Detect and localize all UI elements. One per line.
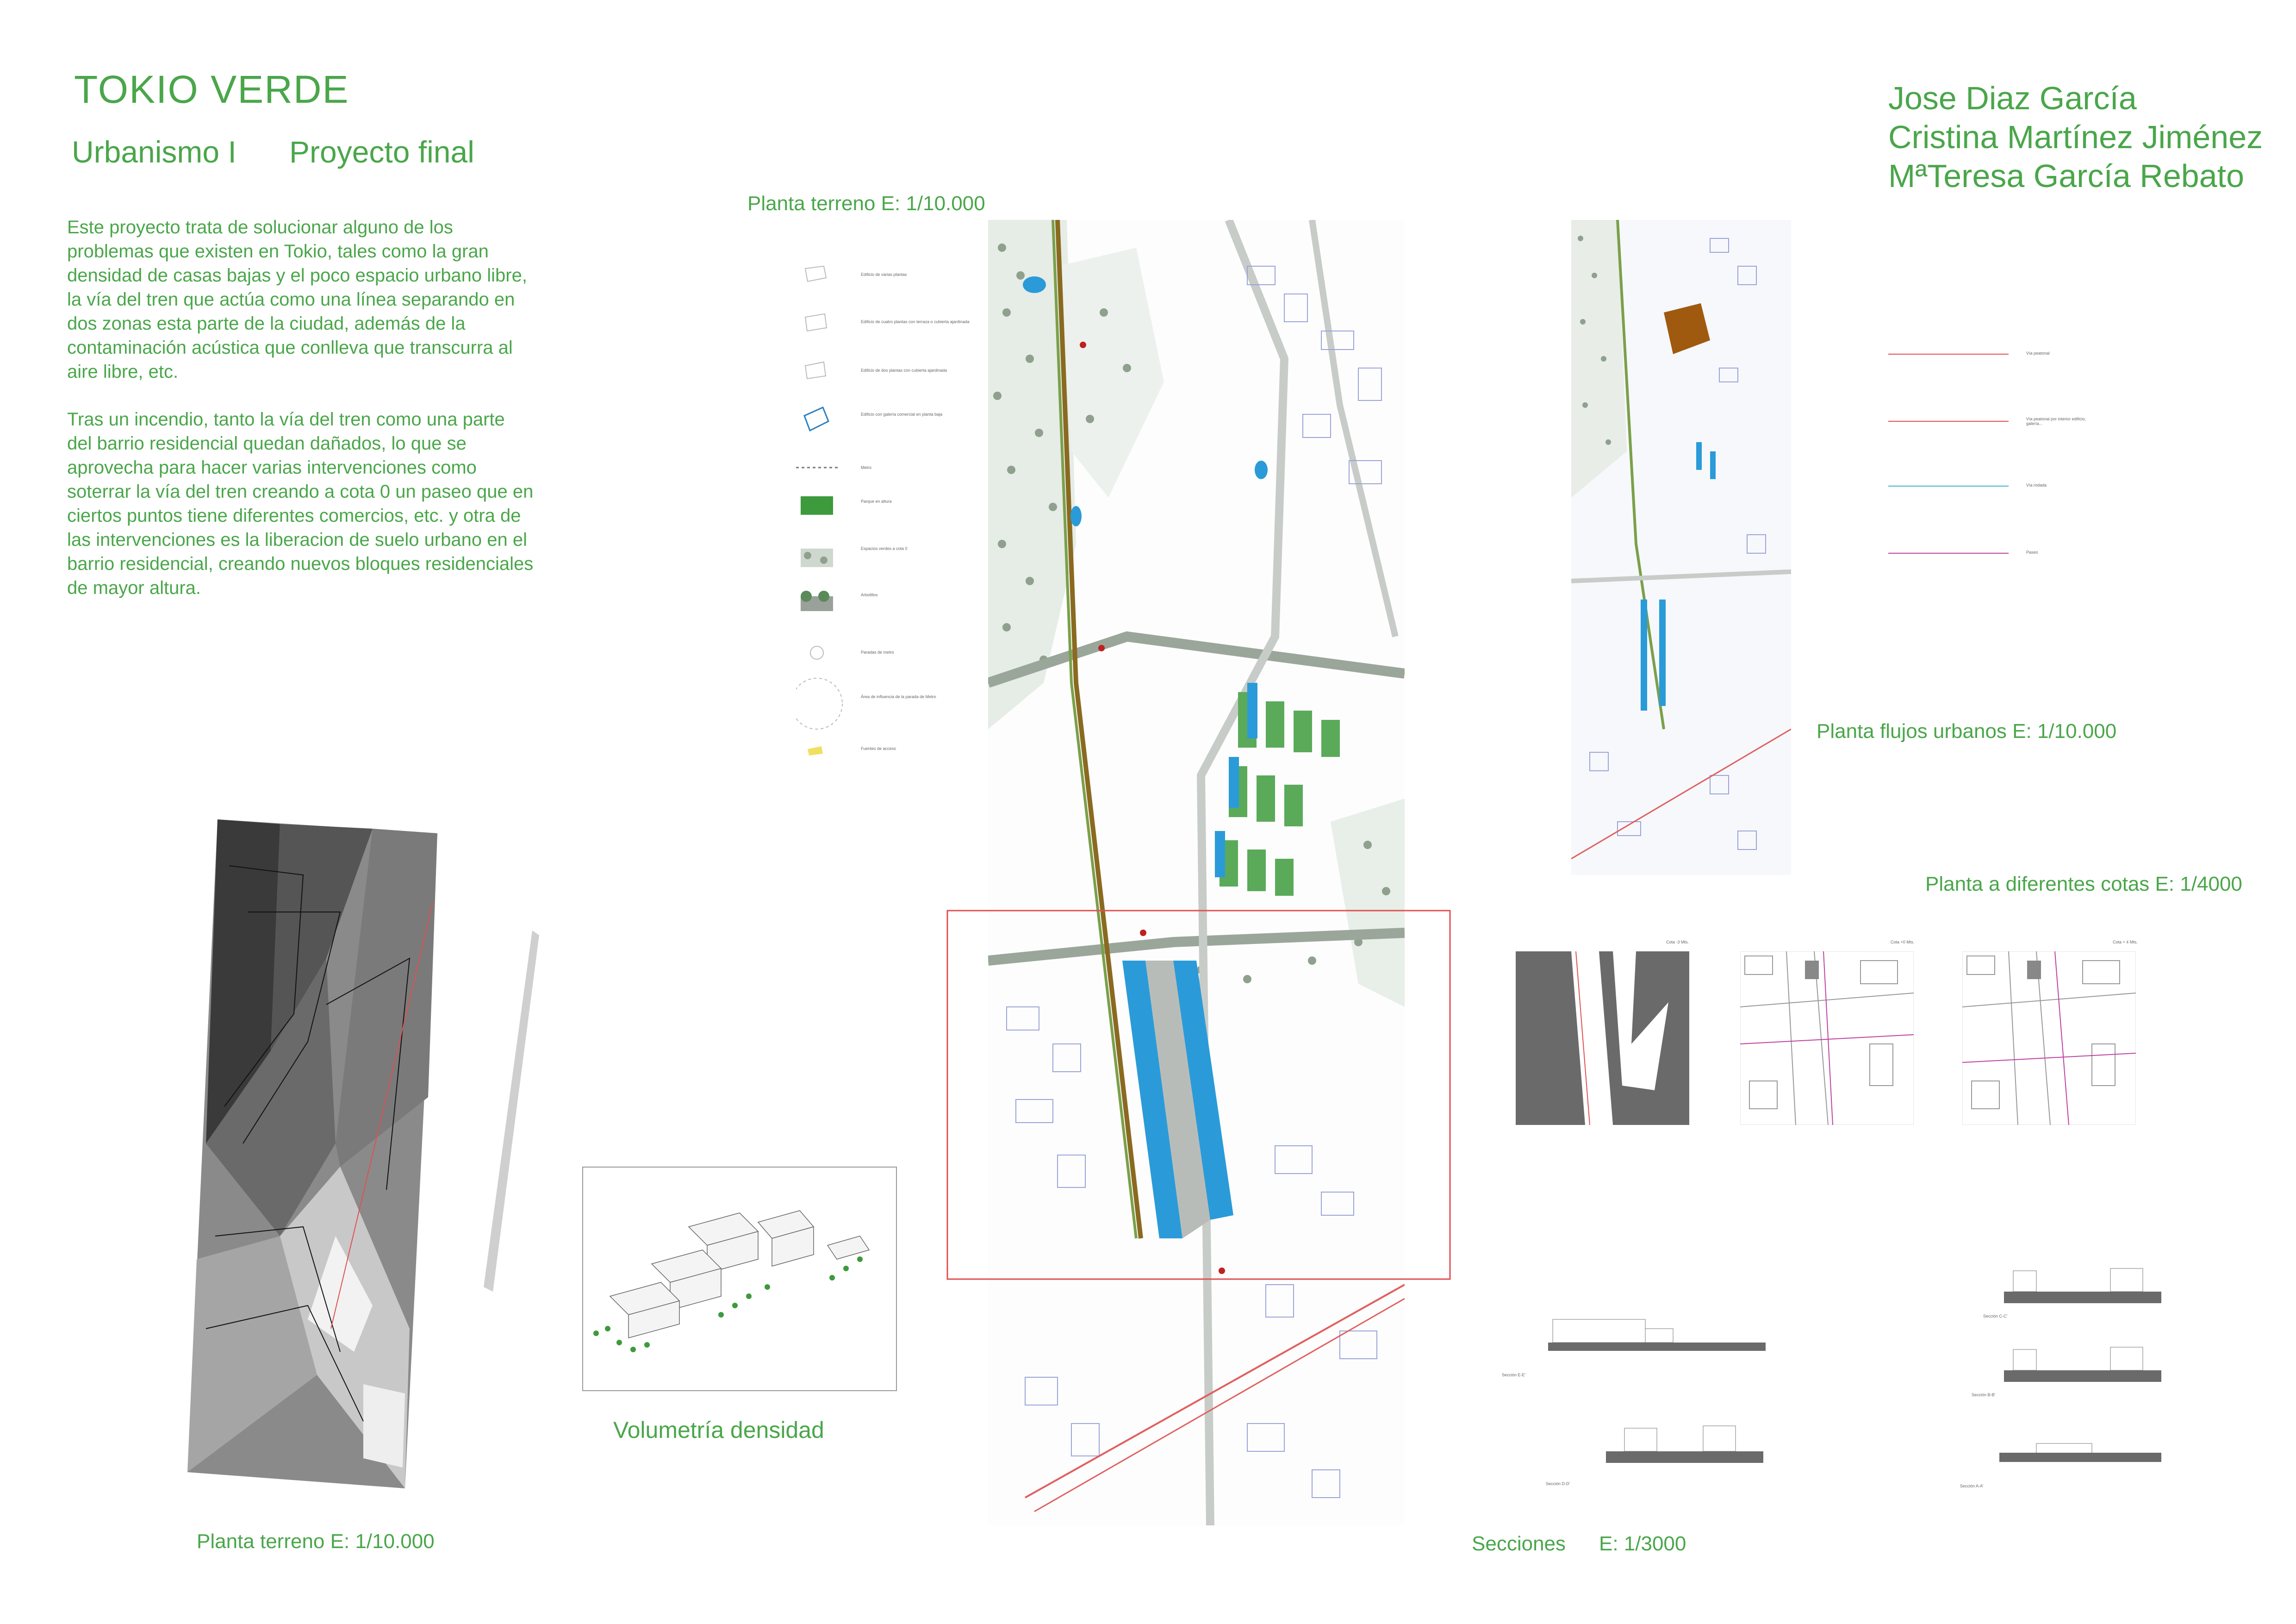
legend-item-11: Fuentes de acceso	[861, 746, 896, 751]
flows-plan-caption: Planta flujos urbanos E: 1/10.000	[1817, 720, 2117, 743]
flows-legend-2: Vía peatonal por interior edificio, galería...	[2026, 417, 2086, 426]
legend-item-4: Edificio con galería comercial en planta baja	[861, 412, 943, 417]
levels-plan-caption: Planta a diferentes cotas E: 1/4000	[1925, 873, 2242, 895]
section-c	[2004, 1264, 2166, 1305]
level-label-3: Cota + 4 Mts.	[2113, 940, 2138, 944]
legend-item-2: Edificio de cuatro plantas con terraza o cubierta ajardinada	[861, 319, 970, 324]
legend-item-10: Área de influencia de la parada de Metro	[861, 694, 936, 699]
flows-legend-lines	[1888, 350, 2013, 562]
level-plan-minus3	[1516, 951, 1689, 1125]
flows-plan-map	[1571, 220, 1791, 875]
terrain-profile-strip	[456, 931, 548, 1301]
authors-block	[1888, 79, 2263, 195]
author-2: Cristina Martínez Jiménez	[1888, 119, 2263, 155]
main-plan-map	[988, 220, 1405, 1525]
legend-item-7: Espacios verdes a cota 0	[861, 546, 908, 551]
section-d	[1606, 1424, 1768, 1465]
legend-item-3: Edificio de dos plantas con cubierta ajardinada	[861, 368, 947, 373]
volumetry-density-model	[582, 1167, 897, 1391]
legend-item-1: Edificio de varias plantas	[861, 272, 907, 277]
sections-caption: Secciones	[1472, 1532, 1566, 1555]
level-plan-plus0	[1740, 951, 1914, 1125]
section-e	[1548, 1315, 1770, 1356]
section-d-label: Sección D-D'	[1546, 1481, 1570, 1486]
section-c-label: Sección C-C'	[1983, 1314, 2008, 1318]
section-a	[1999, 1430, 2166, 1468]
terrain-plan-caption: Planta terreno E: 1/10.000	[197, 1530, 435, 1553]
project-title: TOKIO VERDE	[74, 68, 349, 111]
section-b	[2004, 1343, 2166, 1384]
level-label-2: Cota +0 Mts.	[1891, 940, 1915, 944]
description-paragraph-1: Este proyecto trata de solucionar alguno de los problemas que existen en Tokio, tales como la gran densidad de casas bajas y el poco espacio urbano libre, la vía del tren que actúa como una línea separando en dos zonas esta parte de la ciudad, además de la contaminación acústica que conlleva que transcurra al aire libre, etc.	[67, 217, 527, 382]
author-1: Jose Diaz García	[1888, 80, 2137, 116]
legend-item-5: Metro	[861, 465, 872, 470]
flows-legend-1: Vía peatonal	[2026, 351, 2050, 356]
legend-item-9: Paradas de metro	[861, 650, 894, 655]
author-3: MªTeresa García Rebato	[1888, 158, 2245, 194]
selection-frame	[946, 910, 1451, 1280]
legend-symbols	[796, 259, 916, 768]
volumetry-caption: Volumetría densidad	[613, 1417, 824, 1443]
level-plan-plus4	[1962, 951, 2136, 1125]
section-e-label: Sección E-E'	[1502, 1373, 1526, 1377]
main-plan-caption: Planta terreno E: 1/10.000	[747, 192, 985, 215]
section-a-label: Sección A-A'	[1960, 1484, 1984, 1488]
course-label: Urbanismo I	[72, 135, 236, 169]
legend-item-8: Arbolillos	[861, 593, 878, 597]
sections-scale: E: 1/3000	[1599, 1532, 1686, 1555]
project-label: Proyecto final	[289, 135, 474, 169]
level-label-1: Cota -3 Mts.	[1666, 940, 1689, 944]
description-paragraph-2: Tras un incendio, tanto la vía del tren como una parte del barrio residencial quedan dañados, lo que se aprovecha para hacer varias intervenciones como soterrar la vía del tren creando a cota 0 un paseo que en ciertos puntos tiene diferentes comercios, etc. y otra de las intervenciones es la liberacion de suelo urbano en el barrio residencial, creando nuevos bloques residenciales de mayor altura.	[67, 409, 534, 598]
flows-legend-4: Paseo	[2026, 550, 2038, 555]
section-b-label: Sección B-B'	[1972, 1393, 1996, 1397]
legend-item-6: Parque en altura	[861, 499, 892, 504]
flows-legend-3: Vía rodada	[2026, 483, 2047, 487]
